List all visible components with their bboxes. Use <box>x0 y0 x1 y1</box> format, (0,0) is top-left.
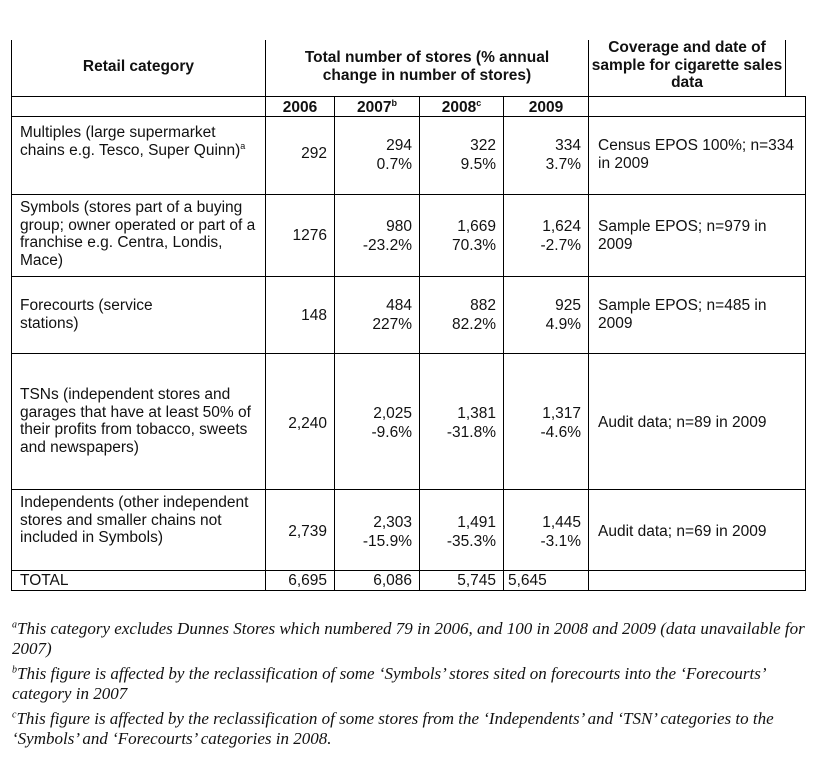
cell-2009: 1,317 <box>542 405 581 422</box>
total-label: TOTAL <box>20 572 69 589</box>
cell-2006: 148 <box>301 307 327 324</box>
footnote-b: $^b$This figure is affected by the reclassification of some ‘Symbols’ stores sited on forecourts into the ‘Forecourts’ category in 2007 <box>12 664 765 703</box>
cell-2007-pct: 0.7% <box>376 156 412 173</box>
cell-coverage: Sample EPOS; n=485 in 2009 <box>598 297 767 332</box>
table-border-bottom <box>11 590 806 591</box>
row-divider <box>11 570 806 571</box>
column-divider <box>588 40 589 591</box>
cell-2008: 1,491 <box>457 514 496 531</box>
cell-2007: 484 <box>386 297 412 314</box>
cell-2007-pct: -9.6% <box>371 424 412 441</box>
row-divider <box>11 276 806 277</box>
header-coverage: Coverage and date of sample for cigarette sales data <box>591 39 783 92</box>
cell-2008: 882 <box>470 297 496 314</box>
cell-2009: 1,624 <box>542 218 581 235</box>
cell-2008: 1,381 <box>457 405 496 422</box>
cell-2009-pct: -4.6% <box>540 424 581 441</box>
cell-coverage: Audit data; n=89 in 2009 <box>598 414 767 431</box>
table-border-right <box>805 96 806 591</box>
cell-2009-pct: -3.1% <box>540 533 581 550</box>
cell-2007: 2,303 <box>373 514 412 531</box>
row-divider <box>11 489 806 490</box>
cell-2008-pct: 70.3% <box>452 237 496 254</box>
cell-2008: 322 <box>470 137 496 154</box>
cell-2009: 334 <box>555 137 581 154</box>
row-divider <box>11 194 806 195</box>
footnote-c: $^c$This figure is affected by the reclassification of some stores from the ‘Independents’ and ‘TSN’ categories to the ‘Symbols’ and ‘Forecourts’ categories in 2008. <box>12 709 774 748</box>
cell-2008-pct: -31.8% <box>446 424 496 441</box>
cell-coverage: Census EPOS 100%; n=334 in 2009 <box>598 137 795 172</box>
total-2008: 5,745 <box>457 572 496 589</box>
cell-2008-pct: -35.3% <box>446 533 496 550</box>
year-2008: 2008$^c$ <box>441 97 482 116</box>
cell-2008-pct: 9.5% <box>460 156 496 173</box>
row-divider <box>11 96 806 97</box>
cell-2009: 925 <box>555 297 581 314</box>
year-2007: 2007$^b$ <box>357 97 397 116</box>
cell-2007-pct: 227% <box>372 316 412 333</box>
cell-2006: 1276 <box>292 227 327 244</box>
cell-2008-pct: 82.2% <box>452 316 496 333</box>
row-category: Multiples (large supermarket chains e.g. Tesco, Super Quinn)$^a$ <box>20 124 246 159</box>
cell-coverage: Audit data; n=69 in 2009 <box>598 523 767 540</box>
cell-2009-pct: 3.7% <box>545 156 581 173</box>
year-2006: 2006 <box>282 99 318 116</box>
total-2009: 5,645 <box>508 572 547 589</box>
cell-2006: 2,739 <box>288 523 327 540</box>
cell-2006: 292 <box>301 145 327 162</box>
table-border-left <box>11 40 12 591</box>
row-divider <box>11 353 806 354</box>
year-2009: 2009 <box>528 99 564 116</box>
cell-2009: 1,445 <box>542 514 581 531</box>
cell-coverage: Sample EPOS; n=979 in 2009 <box>598 218 767 253</box>
header-total-stores: Total number of stores (% annual change in number of stores) <box>304 49 550 84</box>
cell-2007: 980 <box>386 218 412 235</box>
header-retail-category: Retail category <box>82 58 195 75</box>
cell-2007: 2,025 <box>373 405 412 422</box>
total-2006: 6,695 <box>288 572 327 589</box>
cell-2009-pct: -2.7% <box>540 237 581 254</box>
cell-2007-pct: -23.2% <box>362 237 412 254</box>
cell-2006: 2,240 <box>288 415 327 432</box>
cell-2007: 294 <box>386 137 412 154</box>
row-category: Independents (other independent stores and smaller chains not included in Symbols) <box>20 494 249 547</box>
cell-2007-pct: -15.9% <box>362 533 412 550</box>
table-border-right <box>785 40 786 96</box>
row-category: Forecourts (service stations) <box>20 297 153 332</box>
row-category: TSNs (independent stores and garages that have at least 50% of their profits from tobacco, sweets and newspapers) <box>20 386 251 456</box>
footnote-a: $^a$This category excludes Dunnes Stores which numbered 79 in 2006, and 100 in 2008 and 2009 (data unavailable for 2007) <box>12 619 805 658</box>
cell-2008: 1,669 <box>457 218 496 235</box>
total-2007: 6,086 <box>373 572 412 589</box>
row-category: Symbols (stores part of a buying group; owner operated or part of a franchise e.g. Centra, Londis, Mace) <box>20 199 256 269</box>
cell-2009-pct: 4.9% <box>545 316 581 333</box>
